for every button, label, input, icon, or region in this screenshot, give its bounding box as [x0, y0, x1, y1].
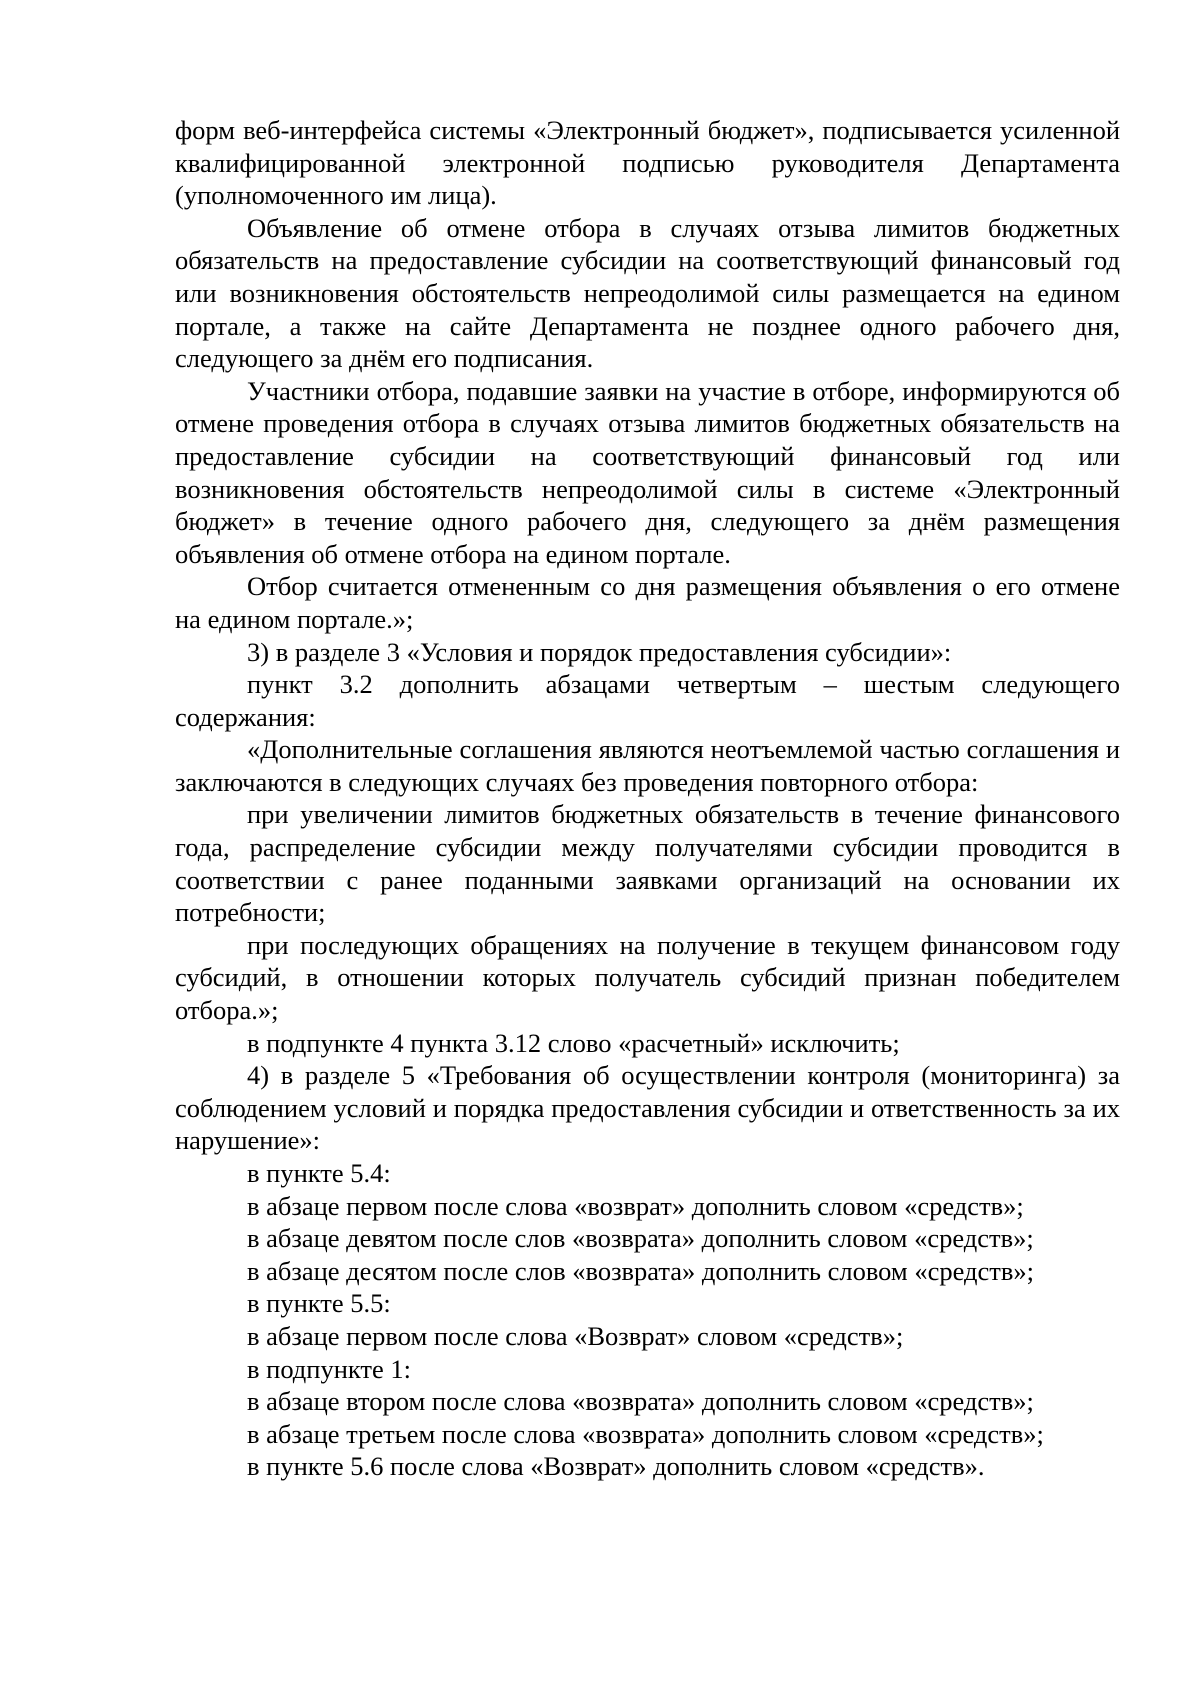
paragraph: Отбор считается отмененным со дня размещения объявления о его отмене на едином портале.»; — [175, 571, 1120, 634]
paragraph: в пункте 5.5: — [247, 1288, 391, 1319]
paragraph: в абзаце третьем после слова «возврата» дополнить словом «средств»; — [247, 1418, 1044, 1449]
paragraph: в подпункте 1: — [247, 1353, 412, 1384]
paragraph: 3) в разделе 3 «Условия и порядок предоставления субсидии»: — [247, 636, 952, 667]
paragraph: в абзаце десятом после слов «возврата» дополнить словом «средств»; — [247, 1255, 1034, 1286]
paragraph: при последующих обращениях на получение в текущем финансовом году субсидий, в отношении которых получатель субсидий признан победителем отбора.»; — [175, 929, 1120, 1026]
paragraph: в абзаце девятом после слов «возврата» дополнить словом «средств»; — [247, 1223, 1034, 1254]
paragraph: в пункте 5.4: — [247, 1158, 391, 1188]
paragraph: форм веб-интерфейса системы «Электронный бюджет», подписывается усиленной квалифицированной электронной подписью руководителя Департамента (уполномоченного им лица). — [175, 115, 1120, 211]
paragraph: при увеличении лимитов бюджетных обязательств в течение финансового года, распределение субсидии между получателями субсидии проводится в соответствии с ранее поданными заявками организаций на основании их потребности; — [175, 799, 1120, 928]
paragraph: 4) в разделе 5 «Требования об осуществлении контроля (мониторинга) за соблюдением условий и порядка предоставления субсидии и ответственность за их нарушение»: — [175, 1060, 1120, 1156]
paragraph: в абзаце первом после слова «возврат» дополнить словом «средств»; — [247, 1190, 1024, 1221]
paragraph: в абзаце втором после слова «возврата» дополнить словом «средств»; — [247, 1386, 1034, 1417]
paragraph: Объявление об отмене отбора в случаях отзыва лимитов бюджетных обязательств на предоставление субсидии на соответствующий финансовый год или возникновения обстоятельств непреодолимой силы размещается на едином портале, а также на сайте Департамента не позднее одного рабочего дня, следующего за днём его подписания. — [175, 212, 1120, 374]
paragraph: «Дополнительные соглашения являются неотъемлемой частью соглашения и заключаются в следующих случаях без проведения повторного отбора: — [175, 734, 1120, 797]
paragraph: пункт 3.2 дополнить абзацами четвертым – шестым следующего содержания: — [175, 669, 1120, 732]
paragraph: в абзаце первом после слова «Возврат» словом «средств»; — [247, 1320, 904, 1351]
paragraph: в подпункте 4 пункта 3.12 слово «расчетный» исключить; — [247, 1027, 900, 1058]
paragraph: в пункте 5.6 после слова «Возврат» дополнить словом «средств». — [247, 1451, 985, 1482]
paragraph: Участники отбора, подавшие заявки на участие в отборе, информируются об отмене проведения отбора в случаях отзыва лимитов бюджетных обязательств на предоставление субсидии на соответствующий финансовый год или возникновения обстоятельств непреодолимой силы в системе «Электронный бюджет» в течение одного рабочего дня, следующего за днём размещения объявления об отмене отбора на едином портале. — [175, 375, 1120, 569]
document-body — [175, 114, 1120, 1483]
